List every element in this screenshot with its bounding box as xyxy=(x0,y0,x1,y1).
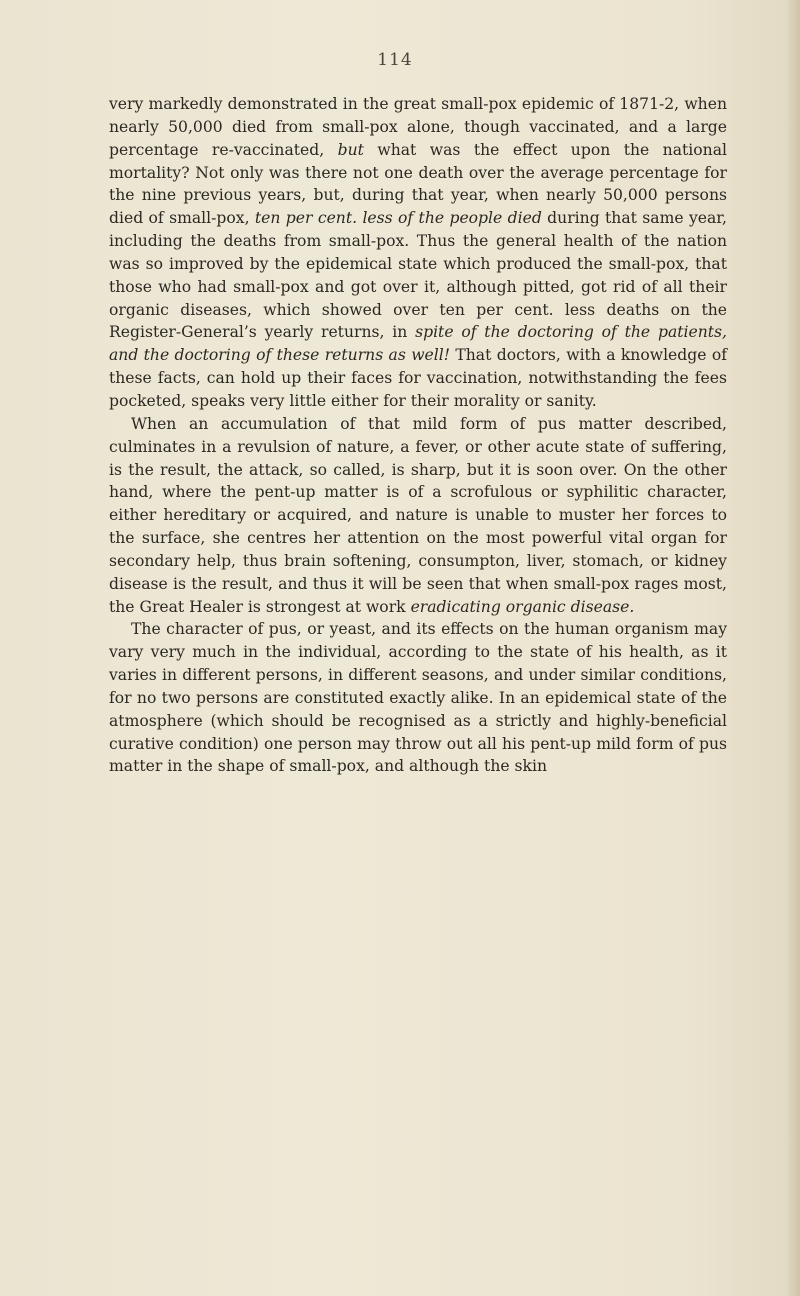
paragraph-2 xyxy=(109,413,727,619)
paragraph-1 xyxy=(109,93,727,413)
text-segment: That doctors, with a knowledge of these facts, can hold up their faces for vaccination, notwithstanding the fees pocketed, speaks very little either for their morality or sanity. xyxy=(109,346,727,410)
text-segment: what was the effect upon the national mortality? Not only was there not one death over the average percentage for the nine previous years, but, during that year, when nearly 50,000 persons died of small-pox, xyxy=(109,140,727,228)
text-segment: very markedly demonstrated in the great small-pox epidemic of 1871-2, when nearly 50,000 died from small-pox alone, though vaccinated, and a large percentage re-vaccinated, xyxy=(109,95,727,159)
text-segment: during that same year, including the deaths from small-pox. Thus the general health of the nation was so improved by the epidemical state which produced the small-pox, that those who had small-pox and got over it, although pitted, got rid of all their organic diseases, which showed over ten per cent. less deaths on the Register-General’s yearly returns, in xyxy=(109,209,727,342)
text-segment: The character of pus, or yeast, and its effects on the human organism may vary very much in the individual, according to the state of his health, as it varies in different persons, in different seasons, and under similar conditions, for no two persons are constituted exactly alike. In an epidemical state of the atmosphere (which should be recognised as a strictly and highly-beneficial curative condition) one person may throw out all his pent-up mild form of pus matter in the shape of small-pox, and although the skin xyxy=(109,620,727,776)
italic-text-segment: eradicating organic disease. xyxy=(410,597,635,616)
italic-text-segment: ten per cent. less of the people died xyxy=(254,209,542,228)
text-segment: When an accumulation of that mild form of pus matter described, culminates in a revulsion of nature, a fever, or other acute state of suffering, is the result, the attack, so called, is sharp, but it is soon over. On the other hand, where the pent-up matter is of a scrofulous or syphilitic character, either hereditary or acquired, and nature is unable to muster her forces to the surface, she centres her attention on the most powerful vital organ for secondary help, thus brain softening, consumpton, liver, stomach, or kidney disease is the result, and thus it will be seen that when small-pox rages most, the Great Healer is strongest at work xyxy=(109,414,727,616)
italic-text-segment: but xyxy=(337,140,364,159)
body-text xyxy=(109,93,727,778)
italic-text-segment: spite of the doctoring of the patients, and the doctoring of these returns as well! xyxy=(109,323,727,365)
page-edge-shadow xyxy=(786,0,800,1296)
page-number: 114 xyxy=(377,50,413,70)
paragraph-3 xyxy=(109,618,727,778)
